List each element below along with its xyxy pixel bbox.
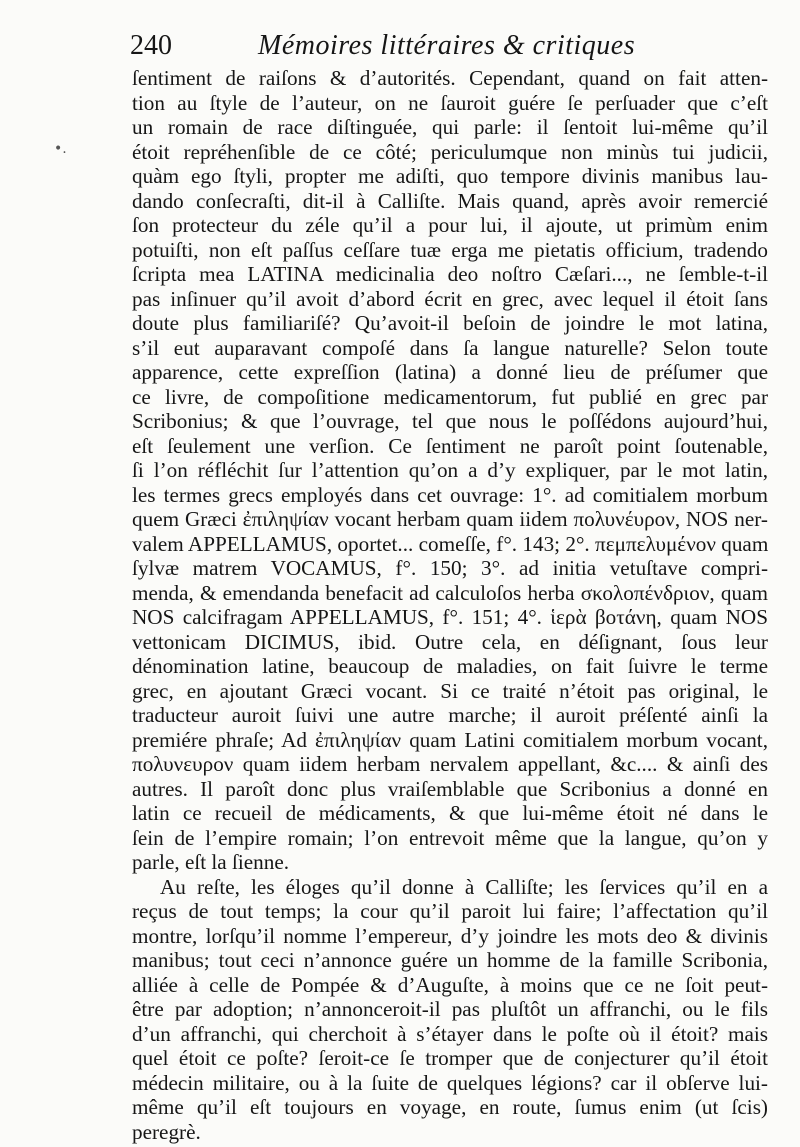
text-line: ſein de l’empire romain; l’on entrevoit même que la langue, qu’on y xyxy=(132,825,768,850)
body-text xyxy=(132,66,768,1144)
text-line: ſentiment de raiſons & d’autorités. Cependant, quand on fait atten- xyxy=(132,66,768,90)
text-line: latin ce recueil de médicaments, & que lui-même étoit né dans le xyxy=(132,801,768,825)
text-line: premiére phraſe; Ad ἐπιληψίαν quam Latini comitialem morbum vocant, xyxy=(132,727,768,752)
text-line: étoit repréhenſible de ce côté; periculumque non minùs tui judicii, xyxy=(132,139,768,164)
text-line: Au reſte, les éloges qu’il donne à Calliſte; les ſervices qu’il en a xyxy=(160,874,768,899)
text-line: πολυνευρον quam iidem herbam nervalem appellant, &c.... & ainſi des xyxy=(132,752,768,776)
text-line: être par adoption; n’annonceroit-il pas pluſtôt un affranchi, ou le fils xyxy=(132,997,768,1021)
text-line: peregrè. xyxy=(132,1119,201,1144)
running-title: Mémoires littéraires & critiques xyxy=(258,30,636,61)
text-line: valem APPELLAMUS, oportet... comeſſe, f°. 143; 2°. πεμπελυμένον quam xyxy=(132,531,768,556)
text-line: médecin militaire, ou à la ſuite de quelques légions? car il obſerve lui- xyxy=(132,1070,768,1095)
text-line: d’un affranchi, qui cherchoit à s’étayer dans le poſte où il étoit? mais xyxy=(132,1021,768,1046)
text-line: menda, & emendanda benefacit ad calculoſos herba σκολοπένδριον, quam xyxy=(132,580,768,605)
text-line: pas inſinuer qu’il avoit d’abord écrit en grec, avec lequel il étoit ſans xyxy=(132,286,768,311)
page-number: 240 xyxy=(130,30,172,61)
text-line: quàm ego ſtyli, propter me adiſti, quo tempore divinis manibus lau- xyxy=(132,164,768,188)
text-line: ſi l’on réfléchit ſur l’attention qu’on a d’y expliquer, par le mot latin, xyxy=(132,458,768,482)
text-line: manibus; tout ceci n’annonce guére un homme de la famille Scribonia, xyxy=(132,948,768,972)
text-line: quem Græci ἐπιληψίαν vocant herbam quam iidem πολυνέυρον, NOS ner- xyxy=(132,507,768,531)
text-line: montre, lorſqu’il nomme l’empereur, d’y joindre les mots deo & divinis xyxy=(132,923,768,948)
text-line: un romain de race diſtinguée, qui parle: il ſentoit lui-même qu’il xyxy=(132,115,768,139)
text-line: ſylvæ matrem VOCAMUS, f°. 150; 3°. ad initia vetuſtave compri- xyxy=(132,556,768,580)
text-line: alliée à celle de Pompée & d’Auguſte, à moins que ce ne ſoit peut- xyxy=(132,972,768,997)
text-line: quel étoit ce poſte? ſeroit-ce ſe tromper que de conjecturer qu’il étoit xyxy=(132,1046,768,1070)
margin-mark: •. xyxy=(54,141,67,157)
text-line: traducteur auroit ſuivi une autre marche; il auroit préſenté ainſi la xyxy=(132,703,768,727)
text-line: ſcripta mea LATINA medicinalia deo noſtro Cæſari..., ne ſemble-t-il xyxy=(132,262,768,286)
text-line: dénomination latine, beaucoup de maladies, on fait ſuivre le terme xyxy=(132,654,768,678)
text-line: parle, eſt la ſienne. xyxy=(132,850,290,874)
text-line: tion au ſtyle de l’auteur, on ne ſauroit guére ſe perſuader que c’eſt xyxy=(132,90,768,115)
text-line: Scribonius; & que l’ouvrage, tel que nous le poſſédons aujourd’hui, xyxy=(132,409,768,433)
text-line: eſt ſeulement une verſion. Ce ſentiment ne paroît point ſoutenable, xyxy=(132,433,768,458)
text-line: dando conſecraſti, dit-il à Calliſte. Mais quand, après avoir remercié xyxy=(132,188,768,213)
text-line: vettonicam DICIMUS, ibid. Outre cela, en déſignant, ſous leur xyxy=(132,629,768,654)
text-line: les termes grecs employés dans cet ouvrage: 1°. ad comitialem morbum xyxy=(132,482,768,507)
text-line: grec, en ajoutant Græci vocant. Si ce traité n’étoit pas original, le xyxy=(132,678,768,703)
text-line: apparence, cette expreſſion (latina) a donné lieu de préſumer que xyxy=(132,360,768,384)
page-header xyxy=(130,30,770,70)
text-line: ſon protecteur du zéle qu’il a pour lui, il ajoute, ut primùm enim xyxy=(132,213,768,237)
text-line: autres. Il paroît donc plus vraiſemblable que Scribonius a donné en xyxy=(132,776,768,801)
text-line: doute plus familiariſé? Qu’avoit-il beſoin de joindre le mot latina, xyxy=(132,311,768,335)
text-line: ce livre, de compoſitione medicamentorum, fut publié en grec par xyxy=(132,384,768,409)
text-line: potuiſti, non eſt paſſus ceſſare tuæ erga me pietatis officium, tradendo xyxy=(132,237,768,262)
text-line: reçus de tout temps; la cour qu’il paroit lui faire; l’affectation qu’il xyxy=(132,899,768,923)
text-line: même qu’il eſt toujours en voyage, en route, ſumus enim (ut ſcis) xyxy=(132,1095,768,1119)
text-line: s’il eut auparavant compoſé dans ſa langue naturelle? Selon toute xyxy=(132,335,768,360)
text-line: NOS calcifragam APPELLAMUS, f°. 151; 4°. ἱερὰ βοτάνη, quam NOS xyxy=(132,605,768,629)
